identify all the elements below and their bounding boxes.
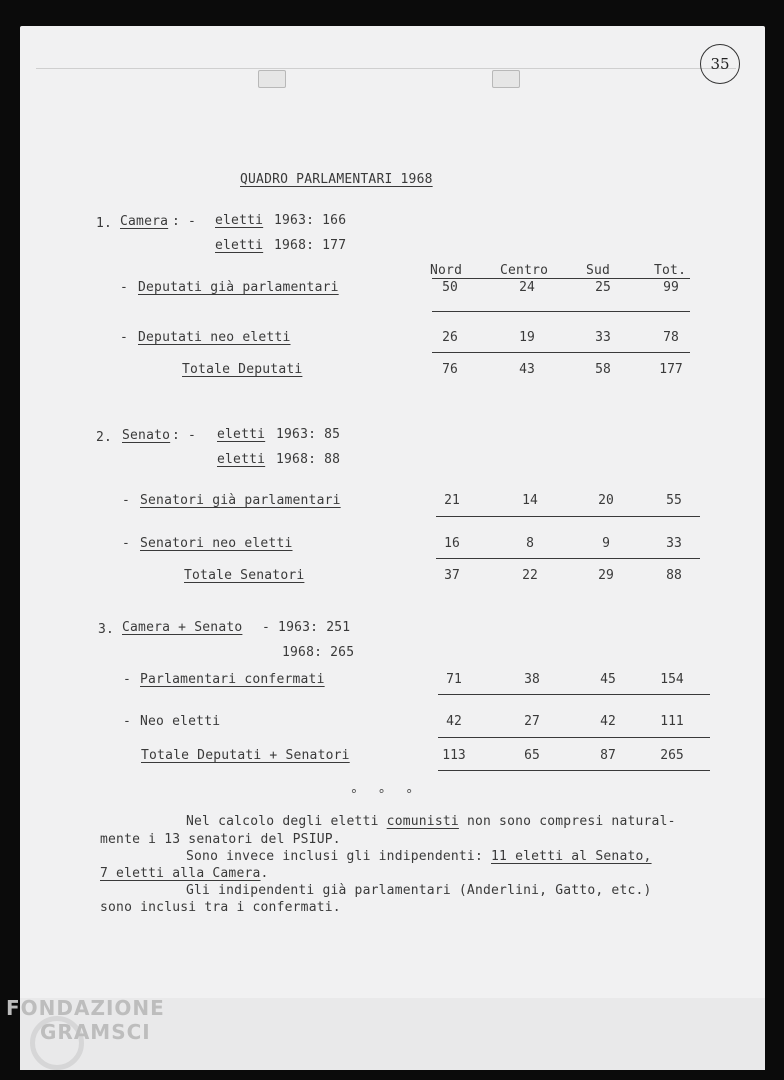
cell-tot: 88 (666, 568, 682, 583)
row-label: Parlamentari confermati (140, 672, 325, 687)
cell-centro: 38 (524, 672, 540, 687)
section-value: - 1963: 251 (262, 620, 351, 635)
table-rule (438, 694, 710, 695)
row-dash: - (122, 493, 131, 508)
total-label: Totale Deputati + Senatori (141, 748, 350, 763)
row-dash: - (120, 330, 129, 345)
table-rule (436, 558, 700, 559)
eletti-label: eletti (215, 238, 264, 253)
table-rule (438, 770, 710, 771)
total-label: Totale Senatori (184, 568, 305, 583)
cell-centro: 27 (524, 714, 540, 729)
section-label: Camera (120, 214, 169, 229)
watermark-line1: FONDAZIONE (6, 996, 165, 1020)
section-sep: : - (172, 428, 197, 443)
eletti-value: 1968: 88 (276, 452, 341, 467)
cell-nord: 42 (446, 714, 462, 729)
cell-centro: 43 (519, 362, 535, 377)
cell-tot: 177 (659, 362, 683, 377)
row-label: Deputati neo eletti (138, 330, 291, 345)
row-label: Senatori neo eletti (140, 536, 293, 551)
cell-sud: 58 (595, 362, 611, 377)
note-line: sono inclusi tra i confermati. (100, 900, 341, 915)
row-dash: - (120, 280, 129, 295)
table-rule (432, 352, 690, 353)
cell-centro: 24 (519, 280, 535, 295)
table-rule (432, 311, 690, 312)
eletti-value: 1963: 166 (274, 213, 347, 228)
cell-tot: 78 (663, 330, 679, 345)
note-line: mente i 13 senatori del PSIUP. (100, 832, 341, 847)
note-text: non sono compresi natural- (458, 814, 676, 829)
row-label: Deputati già parlamentari (138, 280, 339, 295)
table-rule (438, 737, 710, 738)
row-label: Senatori già parlamentari (140, 493, 341, 508)
section-sep: : - (172, 214, 197, 229)
cell-centro: 14 (522, 493, 538, 508)
page-title: QUADRO PARLAMENTARI 1968 (240, 172, 433, 187)
cell-nord: 21 (444, 493, 460, 508)
col-header-centro: Centro (500, 263, 549, 278)
row-dash: - (122, 536, 131, 551)
note-text: . (260, 866, 269, 881)
binder-clip (258, 70, 286, 88)
section-label: Senato (122, 428, 171, 443)
cell-sud: 9 (602, 536, 610, 551)
cell-centro: 65 (524, 748, 540, 763)
note-underlined: 11 eletti al Senato, (491, 849, 652, 864)
note-text: Sono invece inclusi gli indipendenti: (186, 849, 492, 864)
cell-sud: 33 (595, 330, 611, 345)
note-underlined: 7 eletti alla Camera (100, 866, 261, 881)
cell-nord: 37 (444, 568, 460, 583)
cell-sud: 29 (598, 568, 614, 583)
cell-sud: 25 (595, 280, 611, 295)
row-dash: - (123, 672, 132, 687)
total-label: Totale Deputati (182, 362, 303, 377)
cell-tot: 33 (666, 536, 682, 551)
eletti-value: 1963: 85 (276, 427, 341, 442)
cell-tot: 99 (663, 280, 679, 295)
section-number: 2. (96, 430, 113, 445)
row-dash: - (123, 714, 132, 729)
section-number: 1. (96, 216, 113, 231)
note-line (186, 814, 676, 829)
cell-nord: 76 (442, 362, 458, 377)
section-separator: ° ° ° (350, 788, 420, 803)
cell-centro: 19 (519, 330, 535, 345)
note-text: Nel calcolo degli eletti (186, 814, 387, 829)
cell-sud: 42 (600, 714, 616, 729)
cell-sud: 20 (598, 493, 614, 508)
eletti-value: 1968: 177 (274, 238, 347, 253)
cell-sud: 45 (600, 672, 616, 687)
eletti-label: eletti (217, 427, 266, 442)
cell-nord: 16 (444, 536, 460, 551)
binder-clip (492, 70, 520, 88)
table-rule (436, 516, 700, 517)
cell-centro: 8 (526, 536, 534, 551)
section-value: 1968: 265 (282, 645, 355, 660)
col-header-nord: Nord (430, 263, 463, 278)
section-label: Camera + Senato (122, 620, 243, 635)
cell-nord: 71 (446, 672, 462, 687)
cell-nord: 113 (442, 748, 466, 763)
cell-tot: 55 (666, 493, 682, 508)
cell-centro: 22 (522, 568, 538, 583)
col-header-tot: Tot. (654, 263, 687, 278)
note-line (186, 849, 652, 864)
page-number-mark: 35 (700, 44, 740, 84)
cell-sud: 87 (600, 748, 616, 763)
note-underlined: comunisti (386, 814, 459, 829)
table-rule (432, 278, 690, 279)
eletti-label: eletti (217, 452, 266, 467)
cell-nord: 26 (442, 330, 458, 345)
note-line (100, 866, 269, 881)
cell-nord: 50 (442, 280, 458, 295)
cell-tot: 154 (660, 672, 684, 687)
section-number: 3. (98, 622, 115, 637)
binding-strip (36, 68, 736, 69)
note-line: Gli indipendenti già parlamentari (Anderlini, Gatto, etc.) (186, 883, 652, 898)
col-header-sud: Sud (586, 263, 611, 278)
cell-tot: 111 (660, 714, 684, 729)
watermark-line2: GRAMSCI (40, 1020, 151, 1044)
cell-tot: 265 (660, 748, 684, 763)
eletti-label: eletti (215, 213, 264, 228)
row-label: Neo eletti (140, 714, 221, 729)
